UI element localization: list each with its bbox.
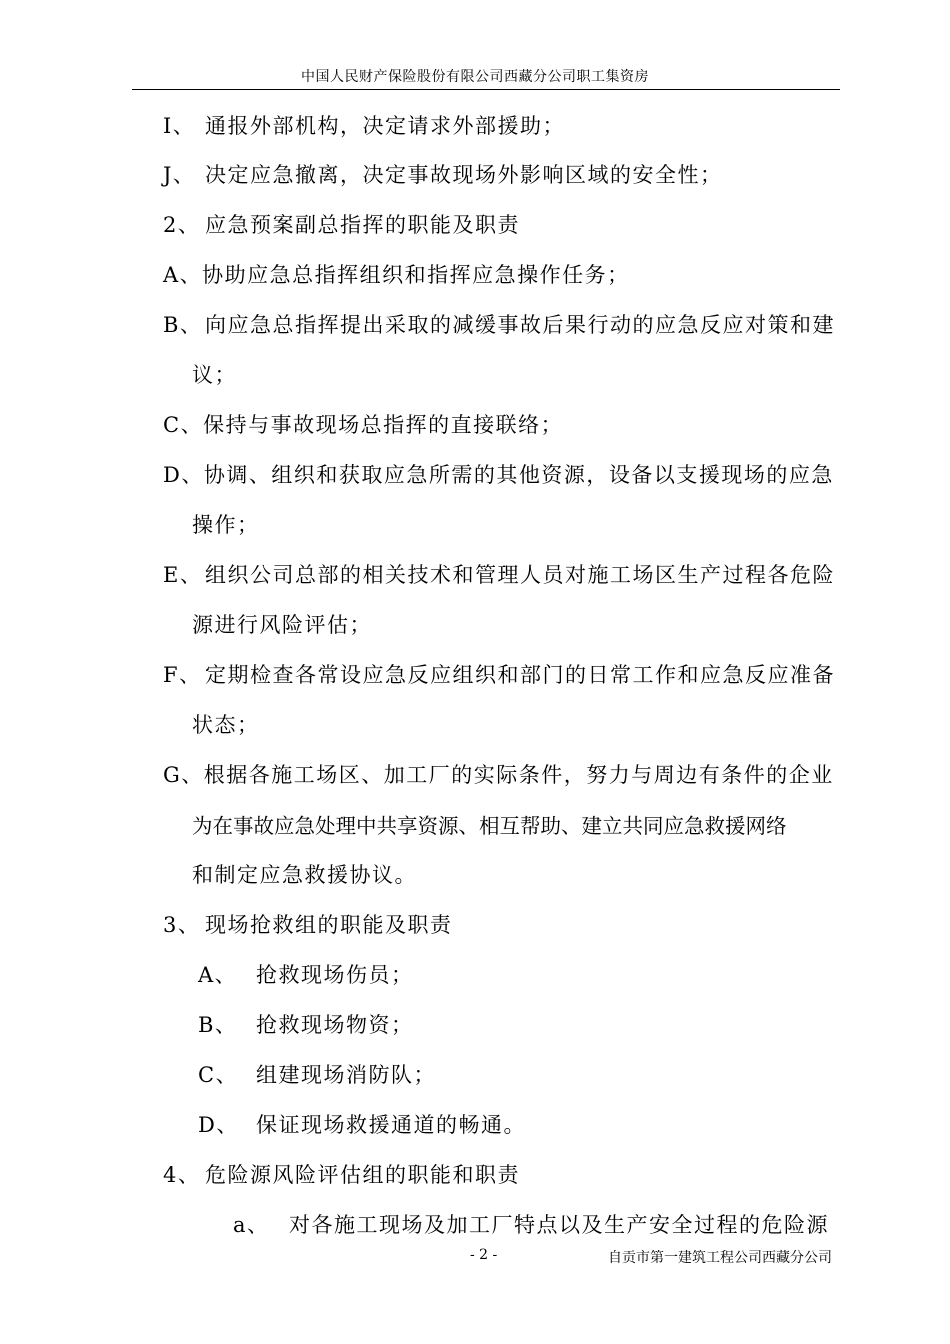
section-number: 4、 (163, 1163, 201, 1187)
paragraph-line-continued: 和制定应急救援协议。 (192, 863, 417, 887)
line-text: 现场抢救组的职能及职责 (205, 913, 453, 937)
paragraph-line-continued: 为在事故应急处理中共享资源、相互帮助、建立共同应急救援网络 (192, 814, 787, 838)
paragraph-line (163, 309, 835, 339)
line-text: 保证现场救援通道的畅通。 (256, 1113, 526, 1137)
list-marker: D、 (198, 1113, 239, 1137)
paragraph-line-continued: 议； (192, 363, 237, 387)
paragraph-line (198, 1009, 414, 1039)
line-text: 向应急总指挥提出采取的减缓事故后果行动的应急反应对策和建 (205, 313, 835, 337)
paragraph-line: G、根据各施工场区、加工厂的实际条件，努力与周边有条件的企业 (163, 763, 834, 787)
footer-organization: 自贡市第一建筑工程公司西藏分公司 (608, 1250, 832, 1266)
list-marker: C、 (198, 1063, 239, 1087)
list-marker: A、 (198, 963, 238, 987)
section-heading (163, 209, 520, 239)
list-marker: B、 (198, 1013, 238, 1037)
paragraph-line: C、保持与事故现场总指挥的直接联络； (163, 413, 564, 437)
line-text: 组建现场消防队； (256, 1063, 436, 1087)
header-rule (132, 89, 840, 90)
section-number: 2、 (163, 213, 201, 237)
list-marker: B、 (163, 313, 203, 337)
paragraph-line (163, 659, 835, 689)
list-marker: I、 (163, 114, 196, 138)
paragraph-line-continued: 状态； (192, 713, 260, 737)
line-text: 抢救现场物资； (256, 1013, 414, 1037)
list-marker: E、 (163, 563, 203, 587)
paragraph-line: D、协调、组织和获取应急所需的其他资源，设备以支援现场的应急 (163, 463, 834, 487)
line-text: 组织公司总部的相关技术和管理人员对施工场区生产过程各危险 (205, 563, 835, 587)
paragraph-line (198, 1109, 526, 1139)
page-number: - 2 - (470, 1247, 498, 1263)
paragraph-line (163, 559, 835, 589)
list-marker: F、 (163, 663, 202, 687)
paragraph-line (233, 1209, 829, 1239)
line-text: 对各施工现场及加工厂特点以及生产安全过程的危险源 (289, 1213, 829, 1237)
running-header: 中国人民财产保险股份有限公司西藏分公司职工集资房 (301, 69, 649, 85)
paragraph-line (198, 959, 414, 989)
paragraph-line: A、协助应急总指挥组织和指挥应急操作任务； (163, 263, 630, 287)
line-text: 抢救现场伤员； (256, 963, 414, 987)
line-text: 定期检查各常设应急反应组织和部门的日常工作和应急反应准备 (205, 663, 835, 687)
paragraph-line (163, 159, 723, 189)
paragraph-line (163, 110, 565, 140)
line-text: 通报外部机构，决定请求外部援助； (205, 114, 565, 138)
list-marker: J、 (163, 163, 196, 187)
line-text: 决定应急撤离，决定事故现场外影响区域的安全性； (205, 163, 723, 187)
list-marker: a、 (233, 1213, 270, 1237)
paragraph-line-continued: 操作； (192, 513, 260, 537)
section-number: 3、 (163, 913, 201, 937)
line-text: 危险源风险评估组的职能和职责 (205, 1163, 520, 1187)
section-heading (163, 1159, 520, 1189)
paragraph-line (198, 1059, 436, 1089)
section-heading (163, 909, 453, 939)
paragraph-line-continued: 源进行风险评估； (192, 613, 372, 637)
line-text: 应急预案副总指挥的职能及职责 (205, 213, 520, 237)
